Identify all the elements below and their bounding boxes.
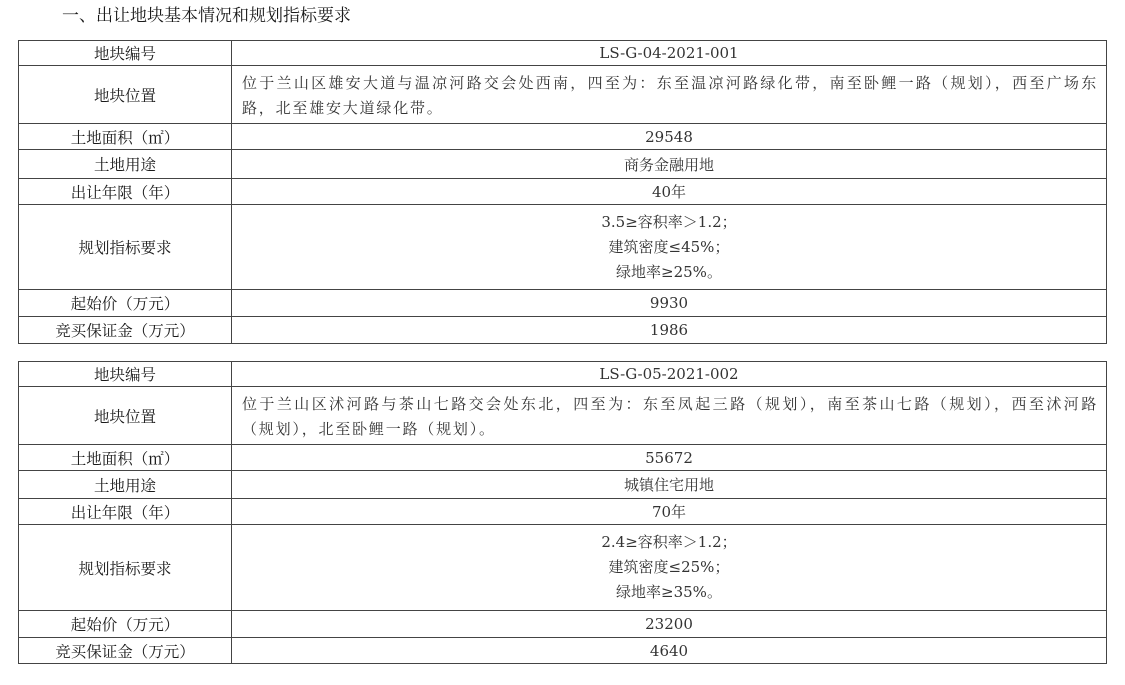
parcel-table-2: [18, 361, 1107, 664]
value-planning: [232, 205, 1107, 290]
planning-density: 建筑密度≤25%；: [608, 558, 730, 576]
row-term: [19, 179, 1107, 205]
value-use: 商务金融用地: [232, 150, 1107, 179]
row-deposit: [19, 638, 1107, 664]
value-parcel-no: LS-G-05-2021-002: [232, 362, 1107, 387]
planning-green-ratio: 绿地率≥35%。: [616, 583, 722, 601]
row-term: [19, 499, 1107, 525]
label-use: 土地用途: [19, 471, 232, 499]
row-use: [19, 150, 1107, 179]
section-heading: 一、出让地块基本情况和规划指标要求: [62, 6, 351, 26]
value-area: 55672: [232, 445, 1107, 471]
row-start-price: [19, 611, 1107, 638]
label-planning: 规划指标要求: [19, 525, 232, 611]
row-parcel-no: [19, 41, 1107, 66]
label-location: 地块位置: [19, 387, 232, 445]
label-location: 地块位置: [19, 66, 232, 124]
label-term: 出让年限（年）: [19, 179, 232, 205]
row-location: [19, 387, 1107, 445]
value-location: 位于兰山区沭河路与茶山七路交会处东北，四至为：东至凤起三路（规划），南至茶山七路（规划），西至沭河路（规划），北至卧鲤一路（规划）。: [232, 387, 1107, 445]
planning-green-ratio: 绿地率≥25%。: [616, 262, 722, 281]
label-planning: 规划指标要求: [19, 205, 232, 290]
value-area: 29548: [232, 124, 1107, 150]
value-planning: [232, 525, 1107, 611]
row-parcel-no: [19, 362, 1107, 387]
label-start-price: 起始价（万元）: [19, 611, 232, 638]
label-area: 土地面积（㎡）: [19, 445, 232, 471]
planning-density: 建筑密度≤45%；: [608, 237, 730, 256]
row-planning: [19, 205, 1107, 290]
label-deposit: 竞买保证金（万元）: [19, 638, 232, 664]
parcel-table-1: [18, 40, 1107, 344]
value-parcel-no: LS-G-04-2021-001: [232, 41, 1107, 66]
row-deposit: [19, 317, 1107, 344]
value-deposit: 1986: [232, 317, 1107, 344]
label-area: 土地面积（㎡）: [19, 124, 232, 150]
row-planning: [19, 525, 1107, 611]
value-start-price: 9930: [232, 290, 1107, 317]
value-term: 70年: [232, 499, 1107, 525]
planning-far: 3.5≥容积率＞1.2；: [601, 212, 737, 231]
row-use: [19, 471, 1107, 499]
row-start-price: [19, 290, 1107, 317]
label-start-price: 起始价（万元）: [19, 290, 232, 317]
row-location: [19, 66, 1107, 124]
label-parcel-no: 地块编号: [19, 41, 232, 66]
row-area: [19, 124, 1107, 150]
label-deposit: 竞买保证金（万元）: [19, 317, 232, 344]
value-deposit: 4640: [232, 638, 1107, 664]
label-use: 土地用途: [19, 150, 232, 179]
value-start-price: 23200: [232, 611, 1107, 638]
value-term: 40年: [232, 179, 1107, 205]
label-parcel-no: 地块编号: [19, 362, 232, 387]
value-location: 位于兰山区雄安大道与温凉河路交会处西南，四至为：东至温凉河路绿化带，南至卧鲤一路（规划），西至广场东路，北至雄安大道绿化带。: [232, 66, 1107, 124]
label-term: 出让年限（年）: [19, 499, 232, 525]
value-use: 城镇住宅用地: [232, 471, 1107, 499]
planning-far: 2.4≥容积率＞1.2；: [601, 533, 737, 551]
row-area: [19, 445, 1107, 471]
